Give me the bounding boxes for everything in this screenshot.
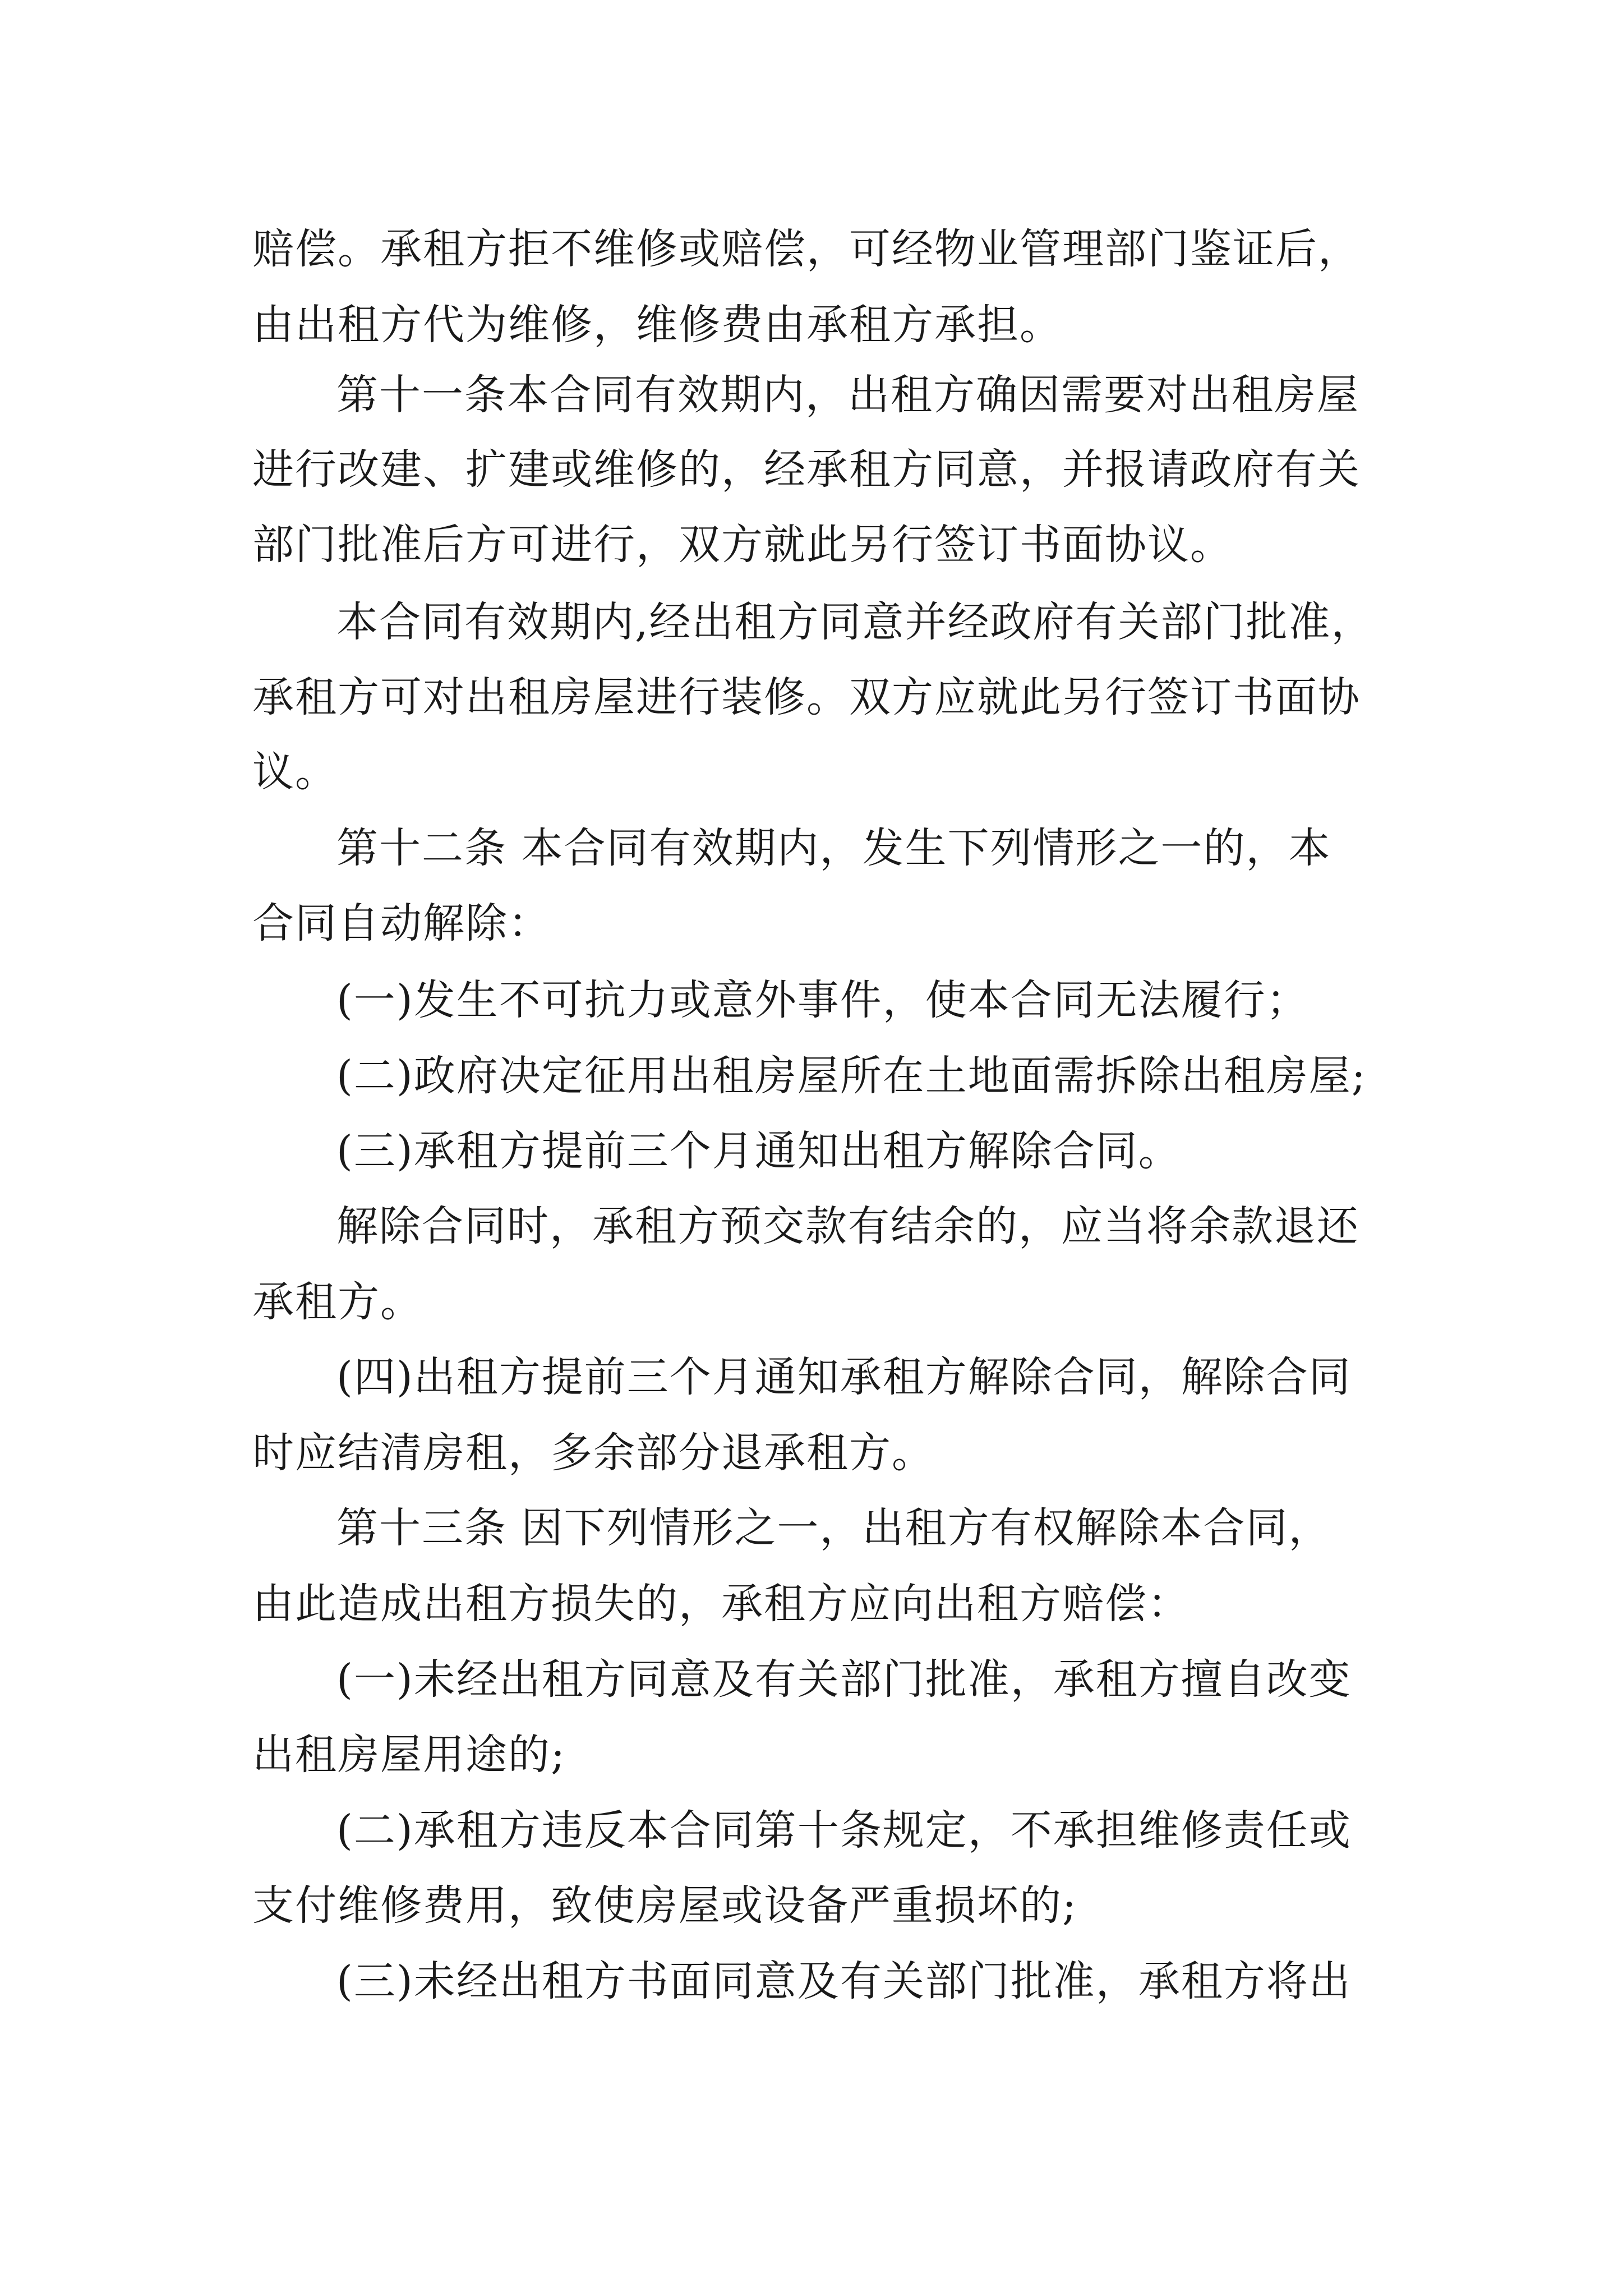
text-line: (一)发生不可抗力或意外事件，使本合同无法履行； bbox=[336, 976, 1309, 1024]
text-line: 时应结清房租，多余部分退承租方。 bbox=[252, 1429, 934, 1477]
text-line: 由此造成出租方损失的，承租方应向出租方赔偿： bbox=[252, 1580, 1190, 1628]
text-line: 承租方。 bbox=[252, 1278, 423, 1326]
text-line: 解除合同时，承租方预交款有结余的，应当将余款退还 bbox=[336, 1202, 1359, 1250]
text-line: 合同自动解除： bbox=[252, 899, 551, 947]
text-line: 第十一条本合同有效期内，出租方确因需要对出租房屋 bbox=[336, 371, 1359, 419]
text-line: (四)出租方提前三个月通知承租方解除合同，解除合同 bbox=[336, 1353, 1352, 1401]
text-line: 由出租方代为维修，维修费由承租方承担。 bbox=[252, 301, 1062, 349]
text-line: 支付维修费用，致使房屋或设备严重损坏的; bbox=[252, 1881, 1077, 1930]
text-line: 进行改建、扩建或维修的，经承租方同意，并报请政府有关 bbox=[252, 445, 1361, 494]
text-line: (三)承租方提前三个月通知出租方解除合同。 bbox=[336, 1127, 1181, 1175]
text-line: 出租房屋用途的; bbox=[252, 1731, 566, 1779]
text-line: 承租方可对出租房屋进行装修。双方应就此另行签订书面协 bbox=[252, 673, 1361, 721]
text-line: 部门批准后方可进行，双方就此另行签订书面协议。 bbox=[252, 521, 1233, 569]
text-line: 本合同有效期内,经出租方同意并经政府有关部门批准， bbox=[336, 598, 1374, 646]
text-line: 议。 bbox=[252, 748, 338, 796]
text-line: (二)政府决定征用出租房屋所在土地面需拆除出租房屋; bbox=[336, 1052, 1367, 1100]
text-line: 第十二条 本合同有效期内，发生下列情形之一的，本 bbox=[336, 824, 1331, 872]
text-line: (三)未经出租方书面同意及有关部门批准，承租方将出 bbox=[336, 1957, 1352, 2005]
text-line: (二)承租方违反本合同第十条规定，不承担维修责任或 bbox=[336, 1806, 1352, 1855]
text-line: (一)未经出租方同意及有关部门批准，承租方擅自改变 bbox=[336, 1655, 1352, 1704]
text-line: 赔偿。承租方拒不维修或赔偿，可经物业管理部门鉴证后， bbox=[252, 225, 1361, 273]
text-line: 第十三条 因下列情形之一，出租方有权解除本合同， bbox=[336, 1504, 1331, 1552]
